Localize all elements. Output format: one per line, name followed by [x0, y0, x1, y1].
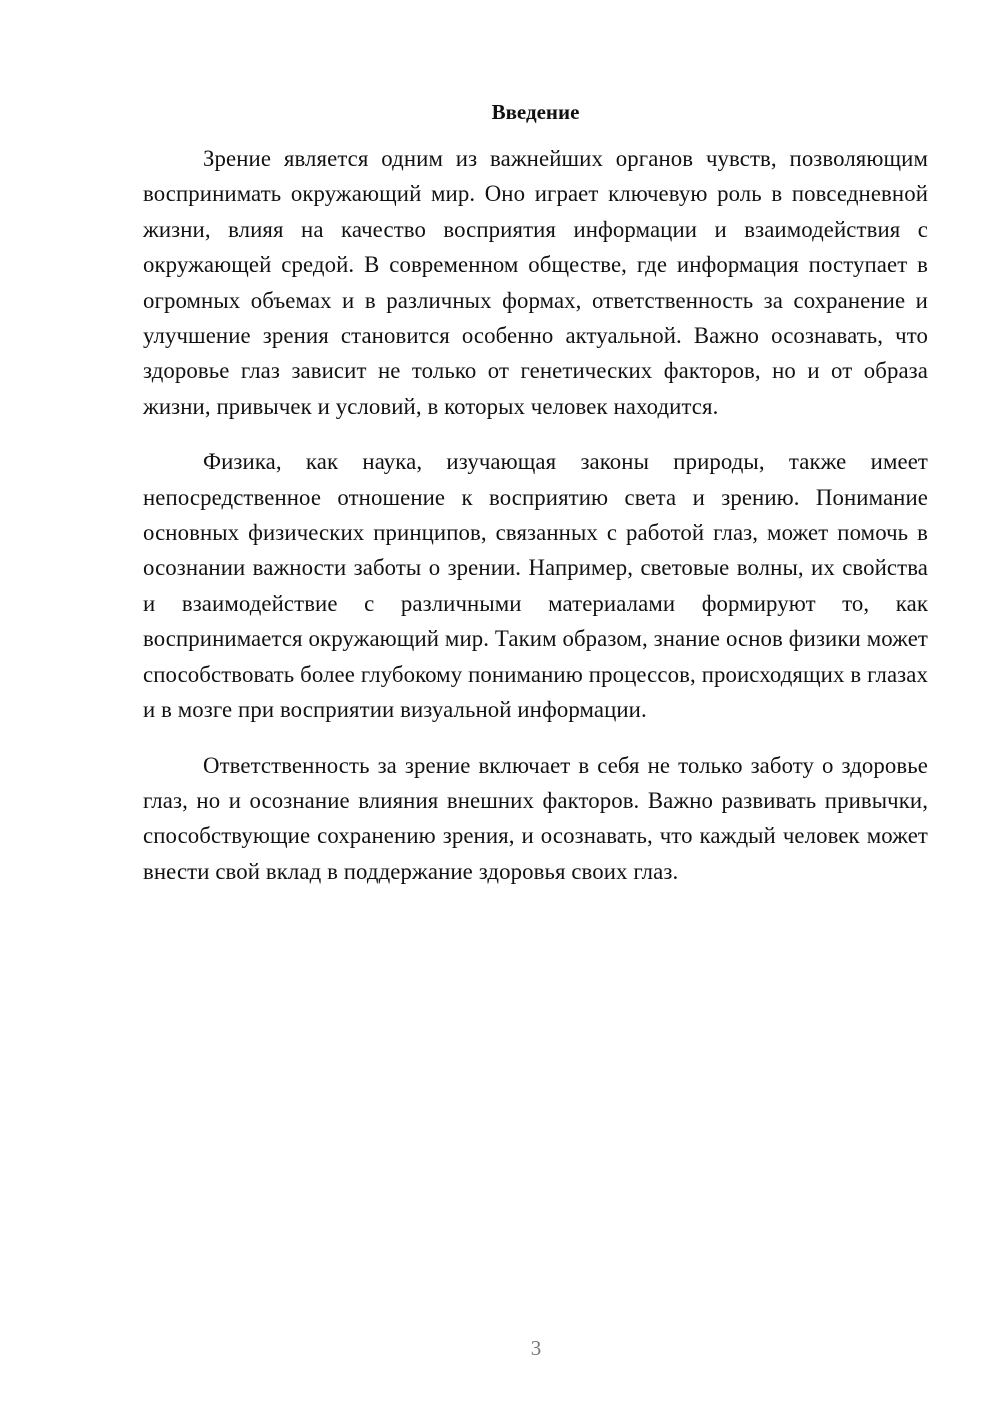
- paragraph: Ответственность за зрение включает в себя не только заботу о здоровье глаз, но и осознание влияния внешних факторов. Важно развивать привычки, способствующие сохранению зрения, и осознавать, что каждый человек может внести свой вклад в поддержание здоровья своих глаз.: [143, 752, 928, 884]
- page-title: Введение: [491, 100, 580, 124]
- paragraph: Физика, как наука, изучающая законы природы, также имеет непосредственное отношение к восприятию света и зрению. Понимание основных физических принципов, связанных с работой глаз, может помочь в осознании важности заботы о зрении. Например, световые волны, их свойства и взаимодействие с различными материалами формируют то, как воспринимается окружающий мир. Таким образом, знание основ физики может способствовать более глубокому пониманию процессов, происходящих в глазах и в мозге при восприятии визуальной информации.: [143, 449, 928, 723]
- page-number: 3: [530, 1336, 542, 1360]
- document-body: [143, 141, 928, 889]
- paragraph: Зрение является одним из важнейших органов чувств, позволяющим воспринимать окружающий мир. Оно играет ключевую роль в повседневной жизни, влияя на качество восприятия информации и взаимодействия с окружающей средой. В современном обществе, где информация поступает в огромных объемах и в различных формах, ответственность за сохранение и улучшение зрения становится особенно актуальной. Важно осознавать, что здоровье глаз зависит не только от генетических факторов, но и от образа жизни, привычек и условий, в которых человек находится.: [143, 146, 928, 419]
